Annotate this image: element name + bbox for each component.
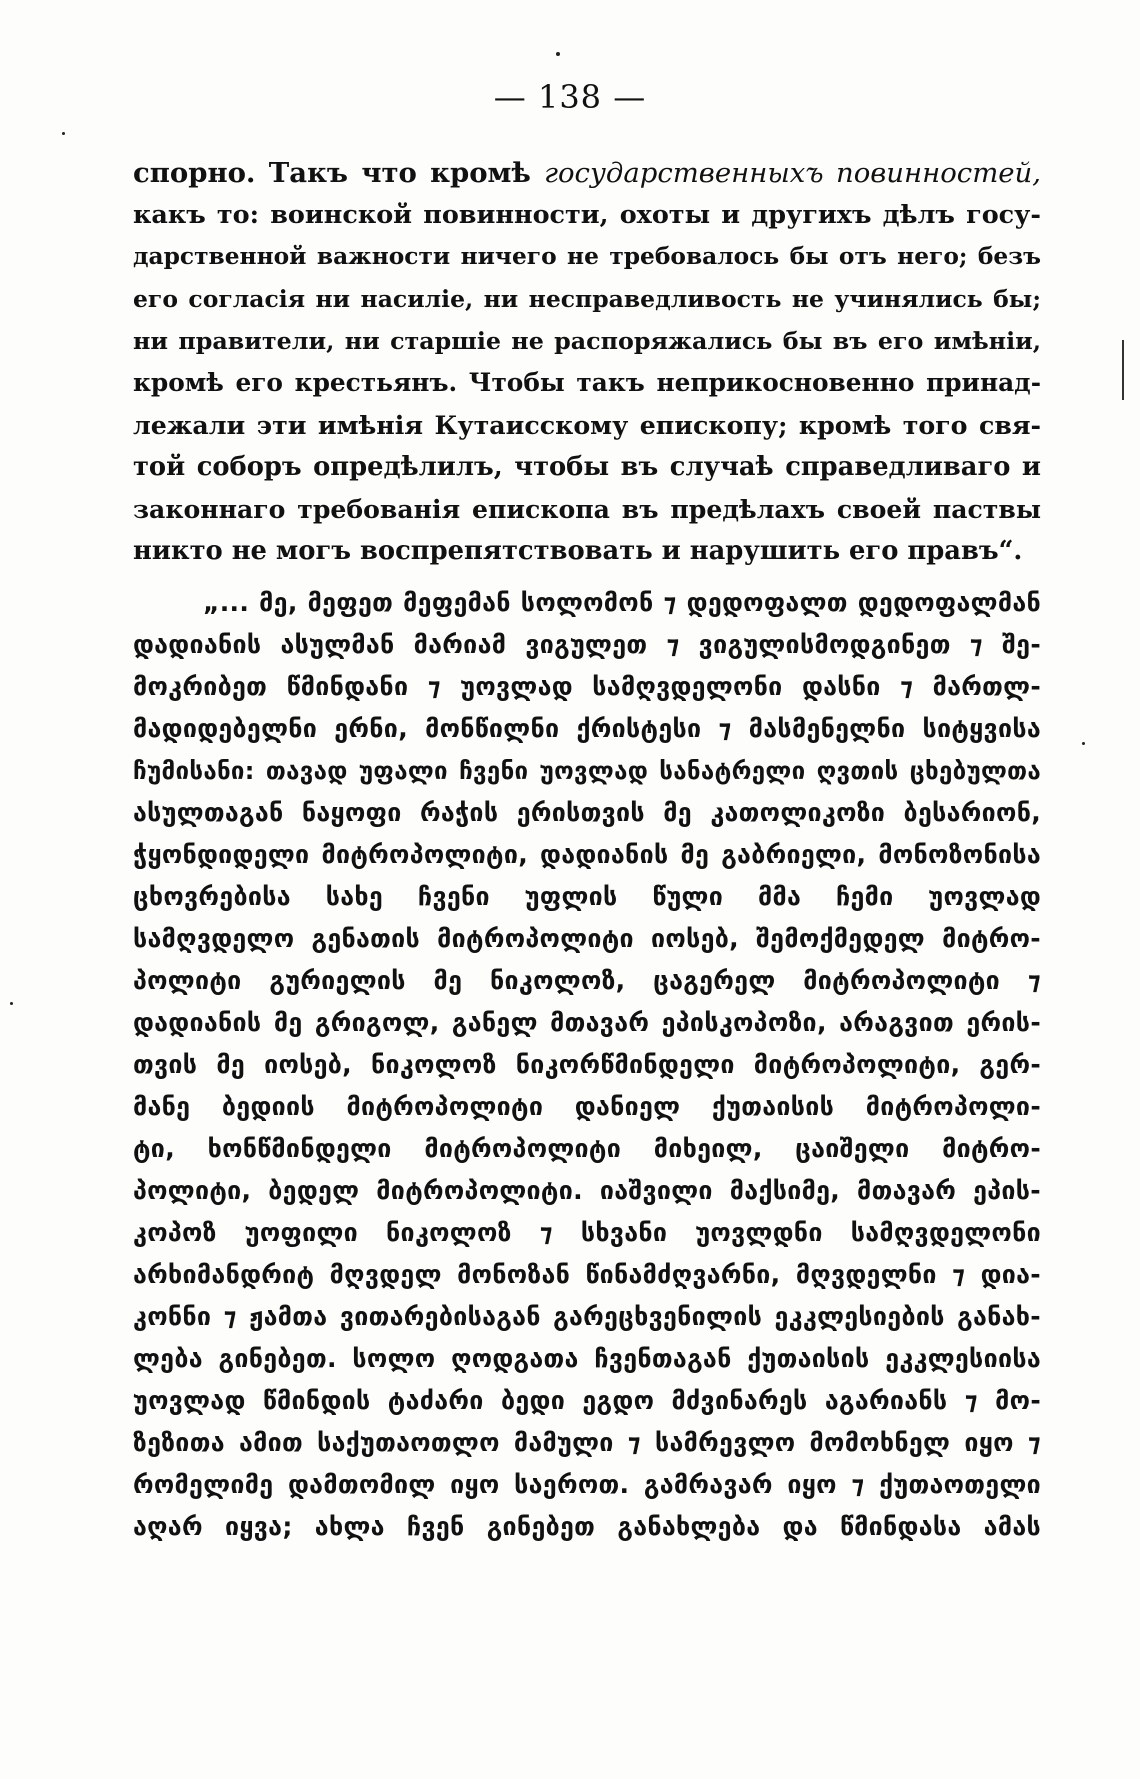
text-run: какъ то: воинской повинности, охоты и другихъ дѣлъ госу- <box>133 200 1041 230</box>
georgian-text-line: „... მე, მეფეთ მეფემან სოლომონ ⁊ დედოფალთ დედოფალმან <box>203 588 1041 617</box>
russian-text-line <box>133 362 1041 404</box>
russian-text-line <box>133 446 1041 488</box>
georgian-text-line: ასულთაგან ნაყოფი რაჭის ერისთვის მე კათოლიკოზი ბესარიონ, <box>133 798 1041 827</box>
page-number: — 138 — <box>493 78 647 116</box>
georgian-text-line: დადიანის მე გრიგოლ, განელ მთავარ ეპისკოპოზი, არაგვით ერის- <box>133 1008 1041 1037</box>
text-run: законнаго требованія епископа въ предѣлахъ своей паствы <box>133 494 1041 524</box>
text-run: никто не могъ воспрепятствовать и нарушить его правъ“. <box>133 536 1023 566</box>
russian-text-line <box>133 488 1041 530</box>
georgian-text-line: არხიმანდრიტ მღვდელ მონოზან წინამძღვარნი, მღვდელნი ⁊ დია- <box>133 1260 1041 1289</box>
georgian-text-line: მოკრიბეთ წმინდანი ⁊ უოვლად სამღვდელონი დასნი ⁊ მართლ- <box>133 672 1041 701</box>
russian-text-line <box>133 236 1041 278</box>
scan-speck <box>1082 742 1085 745</box>
georgian-text-line: ლება გინებეთ. სოლო ღოდგათა ჩვენთაგან ქუთაისის ეკკლესიისა <box>133 1344 1041 1373</box>
georgian-text-line: ცხოვრებისა სახე ჩვენი უფლის წული მმა ჩემი უოვლად <box>133 882 1041 911</box>
text-run: кромѣ его крестьянъ. Чтобы такъ неприкосновенно принад- <box>133 368 1041 397</box>
georgian-paragraph <box>133 582 1041 1548</box>
georgian-text-line: კონნი ⁊ ჟამთა ვითარებისაგან გარეცხვენილის ეკკლესიების განახ- <box>133 1302 1041 1331</box>
georgian-text-line: თვის მე იოსებ, ნიკოლოზ ნიკორწმინდელი მიტროპოლიტი, გერ- <box>133 1050 1041 1079</box>
georgian-text-line: ტი, ხონწმინდელი მიტროპოლიტი მიხეილ, ცაიშელი მიტრო- <box>133 1134 1041 1163</box>
text-run: той соборъ опредѣлилъ, чтобы въ случаѣ справедливаго и <box>133 452 1041 482</box>
georgian-text-line: ზეზითა ამით საქუთაოთლო მამული ⁊ სამრევლო მომოხნელ იყო ⁊ <box>133 1428 1041 1457</box>
georgian-text-line: პოლიტი გურიელის მე ნიკოლოზ, ცაგერელ მიტროპოლიტი ⁊ <box>133 966 1041 995</box>
scan-speck <box>62 132 65 135</box>
text-run: ни правители, ни старшіе не распоряжались бы въ его имѣніи, <box>133 327 1041 355</box>
georgian-text-line: დადიანის ასულმან მარიამ ვიგულეთ ⁊ ვიგულისმოდგინეთ ⁊ შე- <box>133 630 1041 659</box>
text-run: его согласія ни насиліе, ни несправедливость не учинялись бы; <box>133 285 1041 313</box>
russian-text-line <box>133 152 1041 194</box>
text-run: дарственной важности ничего не требовалось бы отъ него; безъ <box>133 243 1041 270</box>
russian-text-line <box>133 530 1041 572</box>
scan-speck <box>556 52 560 56</box>
georgian-text-line: სამღვდელო გენათის მიტროპოლიტი იოსებ, შემოქმედელ მიტრო- <box>133 924 1041 953</box>
scan-speck <box>10 1002 13 1005</box>
text-run: спорно. Такъ что кромѣ <box>133 157 545 189</box>
georgian-text-line: მადიდებელნი ერნი, მონწილნი ქრისტესი ⁊ მასმენელნი სიტყვისა <box>133 714 1041 743</box>
body-text <box>133 152 1041 1548</box>
text-run: лежали эти имѣнія Кутаисскому епископу; кромѣ того свя- <box>133 410 1041 440</box>
russian-text-line <box>133 194 1041 236</box>
georgian-text-line: მანე ბედიის მიტროპოლიტი დანიელ ქუთაისის მიტროპოლი- <box>133 1092 1041 1121</box>
russian-text-line <box>133 320 1041 362</box>
russian-paragraph <box>133 152 1041 572</box>
italic-text: государственныхъ повинностей, <box>544 157 1041 189</box>
russian-text-line <box>133 404 1041 446</box>
georgian-text-line: აღარ იყვა; ახლა ჩვენ გინებეთ განახლება და წმინდასა ამას <box>133 1512 1041 1541</box>
scan-margin-line <box>1122 340 1124 400</box>
russian-text-line <box>133 278 1041 320</box>
georgian-text-line: ჭყონდიდელი მიტროპოლიტი, დადიანის მე გაბრიელი, მონოზონისა <box>133 840 1041 869</box>
georgian-text-line: რომელიმე დამთომილ იყო საეროთ. გამრავარ იყო ⁊ ქუთაოთელი <box>133 1470 1041 1499</box>
georgian-text-line: პოლიტი, ბედელ მიტროპოლიტი. იაშვილი მაქსიმე, მთავარ ეპის- <box>133 1176 1041 1205</box>
georgian-text-line: ჩუმისანი: თავად უფალი ჩვენი უოვლად სანატრელი ღვთის ცხებულთა <box>133 757 1041 785</box>
georgian-text-line: უოვლად წმინდის ტაძარი ბედი ეგდო მძვინარეს აგარიანს ⁊ მო- <box>133 1386 1041 1415</box>
georgian-text-line: კოპოზ უოფილი ნიკოლოზ ⁊ სხვანი უოვლდნი სამღვდელონი <box>133 1218 1041 1247</box>
